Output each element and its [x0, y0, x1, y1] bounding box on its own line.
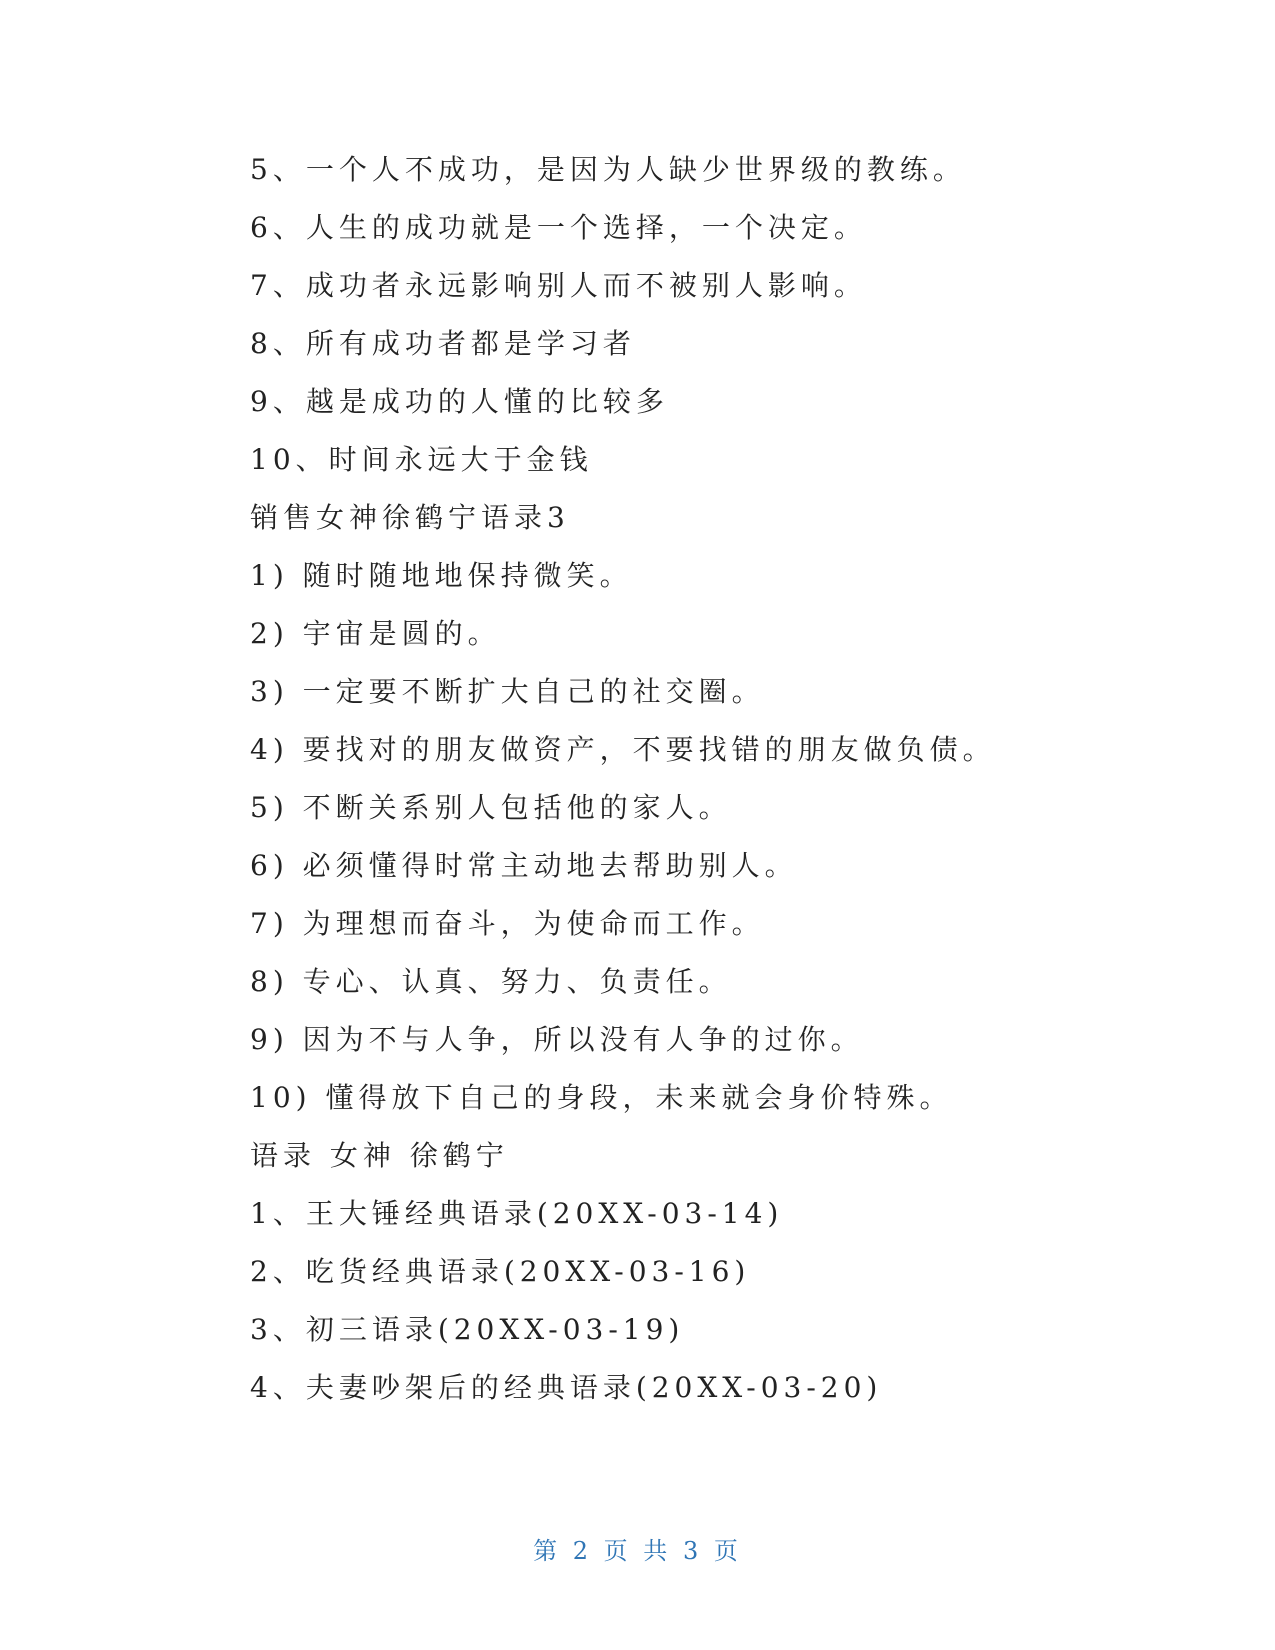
text-line: 9) 因为不与人争，所以没有人争的过你。	[250, 1023, 864, 1056]
list-item: 3、初三语录(20XX-03-19)	[250, 1313, 685, 1346]
text-line: 5、一个人不成功，是因为人缺少世界级的教练。	[250, 153, 966, 186]
text-line: 8) 专心、认真、努力、负责任。	[250, 965, 732, 998]
text-line: 5) 不断关系别人包括他的家人。	[250, 791, 732, 824]
text-line: 9、越是成功的人懂的比较多	[250, 385, 669, 418]
text-line: 2) 宇宙是圆的。	[250, 617, 501, 650]
text-line: 4) 要找对的朋友做资产，不要找错的朋友做负债。	[250, 733, 996, 766]
text-line: 7) 为理想而奋斗，为使命而工作。	[250, 907, 765, 940]
text-line: 6) 必须懂得时常主动地去帮助别人。	[250, 849, 798, 882]
text-line: 10) 懂得放下自己的身段，未来就会身价特殊。	[250, 1081, 953, 1114]
text-line: 7、成功者永远影响别人而不被别人影响。	[250, 269, 867, 302]
section-heading: 销售女神徐鹤宁语录3	[250, 501, 570, 534]
page-number-footer: 第 2 页 共 3 页	[533, 1537, 742, 1565]
text-line: 6、人生的成功就是一个选择，一个决定。	[250, 211, 867, 244]
text-line: 8、所有成功者都是学习者	[250, 327, 636, 360]
text-line: 10、时间永远大于金钱	[250, 443, 593, 476]
text-line: 3) 一定要不断扩大自己的社交圈。	[250, 675, 765, 708]
tags-line: 语录 女神 徐鹤宁	[250, 1139, 509, 1172]
list-item: 2、吃货经典语录(20XX-03-16)	[250, 1255, 751, 1288]
text-line: 1) 随时随地地保持微笑。	[250, 559, 633, 592]
list-item: 1、王大锤经典语录(20XX-03-14)	[250, 1197, 784, 1230]
list-item: 4、夫妻吵架后的经典语录(20XX-03-20)	[250, 1371, 883, 1404]
